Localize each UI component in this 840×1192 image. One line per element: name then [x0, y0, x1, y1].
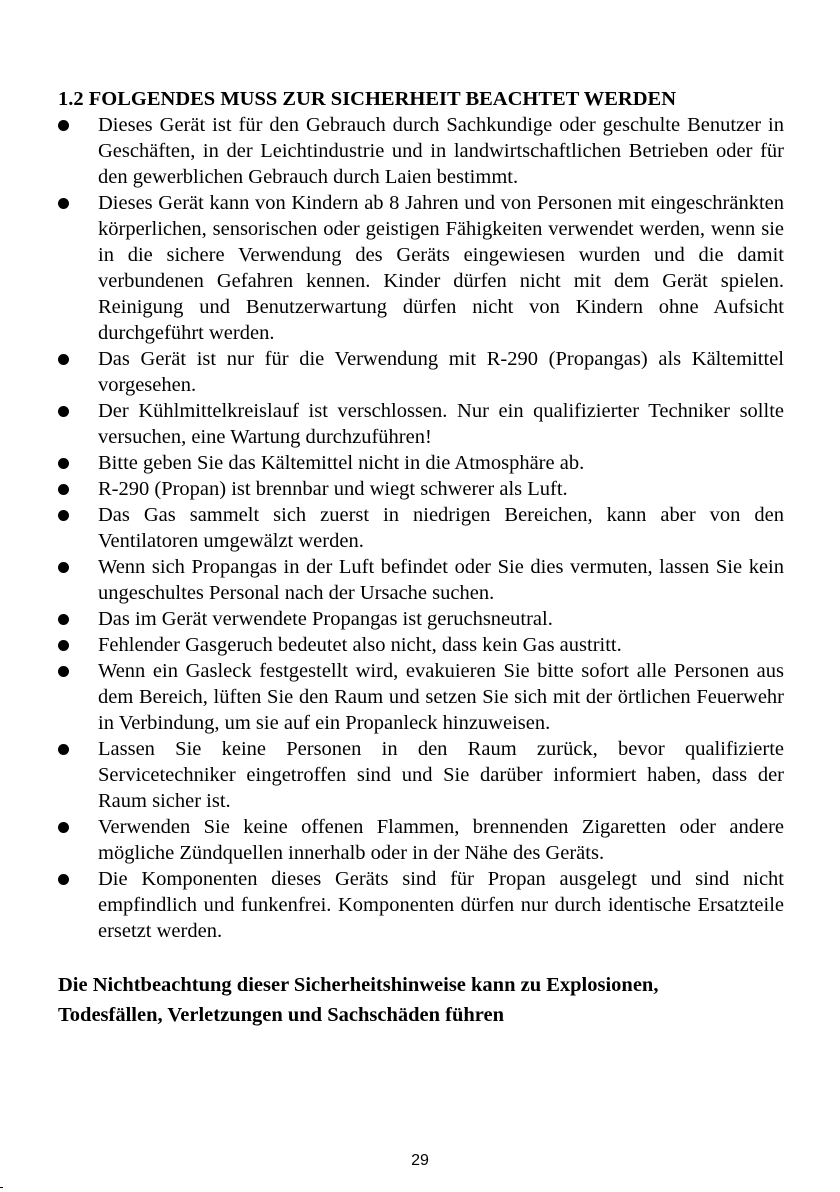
bullet-icon [58, 822, 69, 833]
list-item [58, 112, 784, 190]
bullet-icon [58, 484, 69, 495]
list-item-text: Fehlender Gasgeruch bedeutet also nicht, dass kein Gas austritt. [98, 634, 622, 656]
list-item [58, 398, 784, 450]
safety-bullet-list [58, 112, 784, 944]
bullet-icon [58, 640, 69, 651]
bullet-icon [58, 744, 69, 755]
list-item-text: Dieses Gerät kann von Kindern ab 8 Jahren und von Personen mit eingeschränkten körperlichen, sensorischen oder geistigen Fähigkeiten verwendet werden, wenn sie in die sichere Verwendung des Geräts eingewiesen wurden und die damit verbundenen Gefahren kennen. Kinder dürfen nicht mit dem Gerät spielen. Reinigung und Benutzerwartung dürfen nicht von Kindern ohne Aufsicht durchgeführt werden. [98, 192, 784, 344]
list-item-text: Der Kühlmittelkreislauf ist verschlossen. Nur ein qualifizierter Techniker sollte versuchen, eine Wartung durchzuführen! [98, 400, 784, 448]
list-item [58, 736, 784, 814]
bullet-icon [58, 406, 69, 417]
bullet-icon [58, 354, 69, 365]
safety-warning-line-1: Die Nichtbeachtung dieser Sicherheitshinweise kann zu Explosionen, [58, 974, 659, 996]
list-item [58, 346, 784, 398]
list-item-text: Wenn ein Gasleck festgestellt wird, evakuieren Sie bitte sofort alle Personen aus dem Bereich, lüften Sie den Raum und setzen Sie sich mit der örtlichen Feuerwehr in Verbindung, um sie auf ein Propanleck hinzuweisen. [98, 660, 784, 734]
list-item-text: Lassen Sie keine Personen in den Raum zurück, bevor qualifizierte Servicetechniker eingetroffen sind und Sie darüber informiert haben, dass der Raum sicher ist. [98, 738, 784, 812]
bullet-icon [58, 666, 69, 677]
list-item-text: Das im Gerät verwendete Propangas ist geruchsneutral. [98, 608, 553, 630]
corner-mark [0, 1187, 3, 1188]
list-item [58, 606, 784, 632]
page-number: 29 [411, 1152, 429, 1169]
list-item [58, 450, 784, 476]
list-item-text: Wenn sich Propangas in der Luft befindet oder Sie dies vermuten, lassen Sie kein ungeschultes Personal nach der Ursache suchen. [98, 556, 784, 604]
list-item [58, 476, 784, 502]
bullet-icon [58, 510, 69, 521]
bullet-icon [58, 198, 69, 209]
list-item-text: Die Komponenten dieses Geräts sind für Propan ausgelegt und sind nicht empfindlich und funkenfrei. Komponenten dürfen nur durch identische Ersatzteile ersetzt werden. [98, 868, 784, 942]
bullet-icon [58, 458, 69, 469]
bullet-icon [58, 120, 69, 131]
bullet-icon [58, 562, 69, 573]
list-item-text: Bitte geben Sie das Kältemittel nicht in die Atmosphäre ab. [98, 452, 585, 474]
list-item [58, 632, 784, 658]
list-item-text: Dieses Gerät ist für den Gebrauch durch Sachkundige oder geschulte Benutzer in Geschäften, in der Leichtindustrie und in landwirtschaftlichen Betrieben oder für den gewerblichen Gebrauch durch Laien bestimmt. [98, 114, 784, 188]
section-heading: 1.2 FOLGENDES MUSS ZUR SICHERHEIT BEACHTET WERDEN [58, 88, 677, 110]
list-item-text: Das Gas sammelt sich zuerst in niedrigen Bereichen, kann aber von den Ventilatoren umgewälzt werden. [98, 504, 784, 552]
list-item-text: Verwenden Sie keine offenen Flammen, brennenden Zigaretten oder andere mögliche Zündquellen innerhalb oder in der Nähe des Geräts. [98, 816, 784, 864]
list-item [58, 658, 784, 736]
list-item [58, 502, 784, 554]
list-item [58, 866, 784, 944]
bullet-icon [58, 614, 69, 625]
list-item [58, 190, 784, 346]
list-item-text: R-290 (Propan) ist brennbar und wiegt schwerer als Luft. [98, 478, 568, 500]
safety-warning-line-2: Todesfällen, Verletzungen und Sachschäden führen [58, 1004, 504, 1026]
list-item-text: Das Gerät ist nur für die Verwendung mit R-290 (Propangas) als Kältemittel vorgesehen. [98, 348, 784, 396]
list-item [58, 814, 784, 866]
bullet-icon [58, 874, 69, 885]
list-item [58, 554, 784, 606]
safety-warning [58, 970, 784, 1030]
document-page [58, 86, 784, 1030]
